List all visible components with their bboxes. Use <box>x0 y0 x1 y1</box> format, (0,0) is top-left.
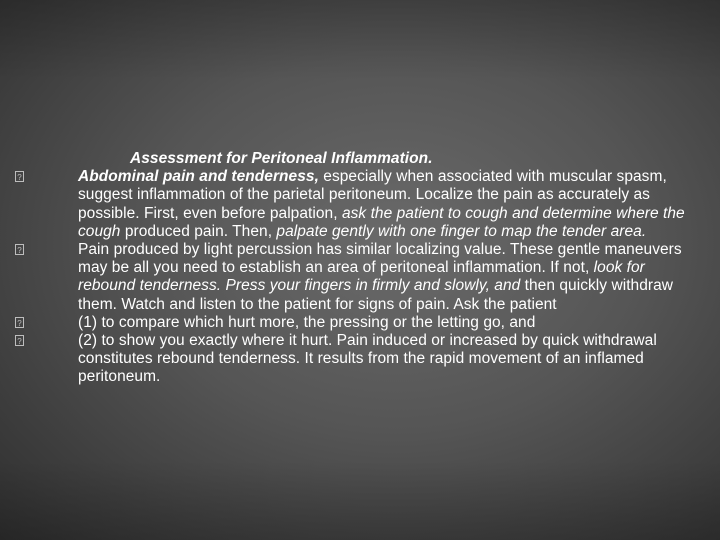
bullet-3-text: (1) to compare which hurt more, the pressing or the letting go, and <box>78 313 536 331</box>
bullet-1-italic-text-2: palpate gently with one finger to map the tender area. <box>276 222 647 240</box>
bullet-4-text: (2) to show you exactly where it hurt. Pain induced or increased by quick withdrawal constitutes rebound tenderness. It results from the rapid movement of an inflamed peritoneum. <box>78 332 657 386</box>
missing-glyph-bullet-icon: ? <box>15 317 24 328</box>
bullet-1-lead-text: Abdominal pain and tenderness, <box>78 168 319 186</box>
missing-glyph-bullet-icon: ? <box>15 171 24 182</box>
missing-glyph-bullet-icon: ? <box>15 335 24 346</box>
slide-background-bottom-shade <box>0 460 720 540</box>
bullet-item-1 <box>17 168 688 241</box>
bullet-2-text-2: then quickly withdraw them. Watch and listen to the patient for signs of pain. Ask the patient <box>78 277 674 313</box>
bullet-item-4 <box>17 332 688 387</box>
slide-background-top-shade <box>0 0 720 80</box>
slide-heading: Assessment for Peritoneal Inflammation. <box>130 150 433 167</box>
bullet-1-text-2: produced pain. Then, <box>120 222 277 240</box>
bullet-2-italic-text: look for rebound tenderness. Press your fingers in firmly and slowly, and <box>78 259 645 295</box>
bullet-1-text: especially when associated with muscular spasm, suggest inflammation of the parietal peritoneum. Localize the pain as accurately as possible. First, even before palpation, <box>78 168 667 222</box>
bullet-item-3 <box>17 313 688 332</box>
bullet-2-text: Pain produced by light percussion has similar localizing value. These gentle maneuvers may be all you need to establish an area of peritoneal inflammation. If not, <box>78 241 682 277</box>
slide-body <box>17 150 688 387</box>
bullet-item-2 <box>17 241 688 314</box>
missing-glyph-bullet-icon: ? <box>15 244 24 255</box>
bullet-1-italic-text: ask the patient to cough and determine where the cough <box>78 204 685 240</box>
